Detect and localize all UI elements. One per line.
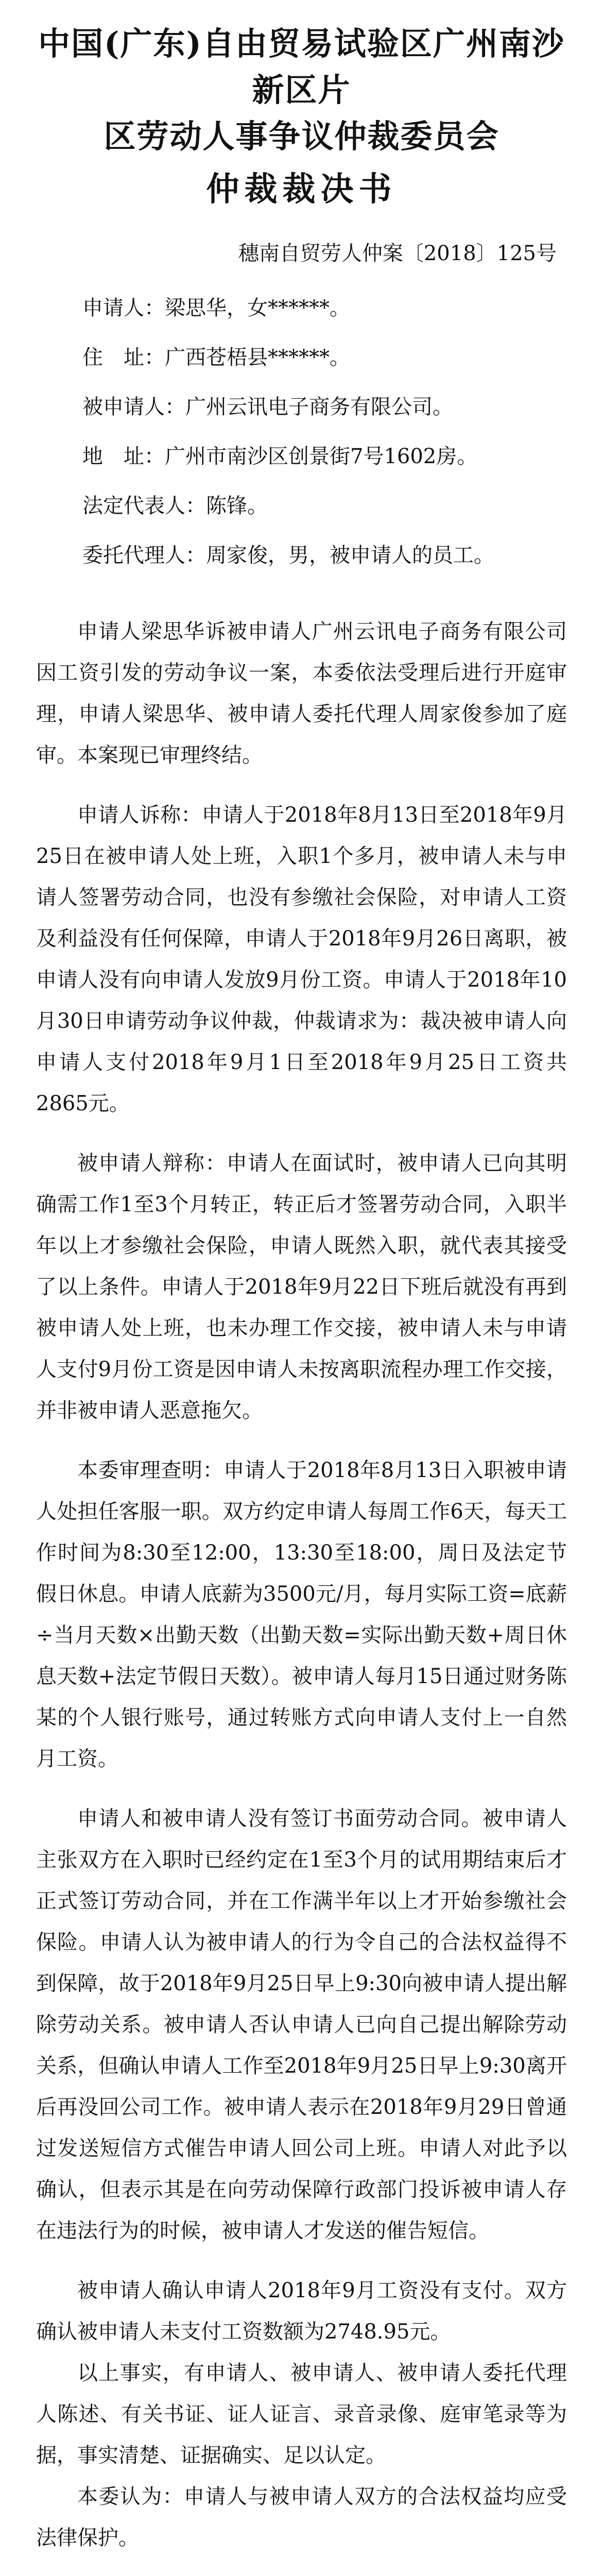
issuing-authority-line-1: 中国(广东)自由贸易试验区广州南沙新区片 xyxy=(38,25,565,109)
parties-section xyxy=(36,283,567,580)
authorized-agent: 委托代理人：周家俊，男，被申请人的员工。 xyxy=(82,544,494,567)
facts-found-paragraph: 本委审理查明：申请人于2018年8月13日入职被申请人处担任客服一职。双方约定申请人每周工作6天，每天工作时间为8:30至12:00，13:30至18:00，周日及法定节假日休息。申请人底薪为3500元/月，每月实际工资=底薪÷当月天数×出勤天数（出勤天数=实际出勤天数+周日休息天数+法定节假日天数）。被申请人每月15日通过财务陈某的个人银行账号，通过转账方式向申请人支付上一自然月工资。 xyxy=(36,1459,567,1771)
issuing-authority-line-2: 区劳动人事争议仲裁委员会 xyxy=(104,117,499,155)
case-number: 穗南自贸劳人仲案〔2018〕125号 xyxy=(238,242,557,265)
applicant-claim-paragraph: 申请人诉称：申请人于2018年8月13日至2018年9月25日在被申请人处上班，入职1个多月，被申请人未与申请人签署劳动合同，也没有参缴社会保险，对申请人工资及利益没有任何保障，申请人于2018年9月26日离职，被申请人没有向申请人发放9月份工资。申请人于2018年10月30日申请劳动争议仲裁，仲裁请求为：裁决被申请人向申请人支付2018年9月1日至2018年9月25日工资共2865元。 xyxy=(36,803,567,1115)
applicant: 申请人：梁思华，女******。 xyxy=(82,296,350,320)
respondent: 被申请人：广州云讯电子商务有限公司。 xyxy=(82,395,453,419)
legal-representative: 法定代表人：陈锋。 xyxy=(82,494,268,518)
unpaid-wage-paragraph: 被申请人确认申请人2018年9月工资没有支付。双方确认被申请人未支付工资数额为2748.95元。 xyxy=(36,2279,567,2344)
respondent-address: 地 址：广州市南沙区创景街7号1602房。 xyxy=(82,445,478,468)
case-intro-paragraph: 申请人梁思华诉被申请人广州云讯电子商务有限公司因工资引发的劳动争议一案，本委依法受理后进行开庭审理，申请人梁思华、被申请人委托代理人周家俊参加了庭审。本案现已审理终结。 xyxy=(36,620,567,767)
applicant-address: 住 址：广西苍梧县******。 xyxy=(82,346,350,369)
evidence-paragraph: 以上事实，有申请人、被申请人、被申请人委托代理人陈述、有关书证、证人证言、录音录像、庭审笔录等为据，事实清楚、证据确实、足以认定。 xyxy=(36,2361,567,2467)
document-title: 仲裁裁决书 xyxy=(206,170,397,209)
respondent-defense-paragraph: 被申请人辩称：申请人在面试时，被申请人已向其明确需工作1至3个月转正，转正后才签署劳动合同，入职半年以上才参缴社会保险，申请人既然入职，就代表其接受了以上条件。申请人于2018年9月22日下班后就没有再到被申请人处上班，也未办理工作交接，被申请人未与申请人支付9月份工资是因申请人未按离职流程办理工作交接，并非被申请人恶意拖欠。 xyxy=(36,1151,567,1422)
labor-contract-paragraph: 申请人和被申请人没有签订书面劳动合同。被申请人主张双方在入职时已经约定在1至3个月的试用期结束后才正式签订劳动合同，并在工作满半年以上才开始参缴社会保险。申请人认为被申请人的行为令自己的合法权益得不到保障，故于2018年9月25日早上9:30向被申请人提出解除劳动关系。被申请人否认申请人已向自己提出解除劳动关系，但确认申请人工作至2018年9月25日早上9:30离开后再没回公司工作。被申请人表示在2018年9月29日曾通过发送短信方式催告申请人回公司上班。申请人对此予以确认，但表示其是在向劳动保障行政部门投诉被申请人存在违法行为的时候，被申请人才发送的催告短信。 xyxy=(36,1807,567,2243)
award-body xyxy=(36,611,567,2576)
committee-opinion-paragraph: 本委认为：申请人与被申请人双方的合法权益均应受法律保护。 xyxy=(36,2485,567,2550)
